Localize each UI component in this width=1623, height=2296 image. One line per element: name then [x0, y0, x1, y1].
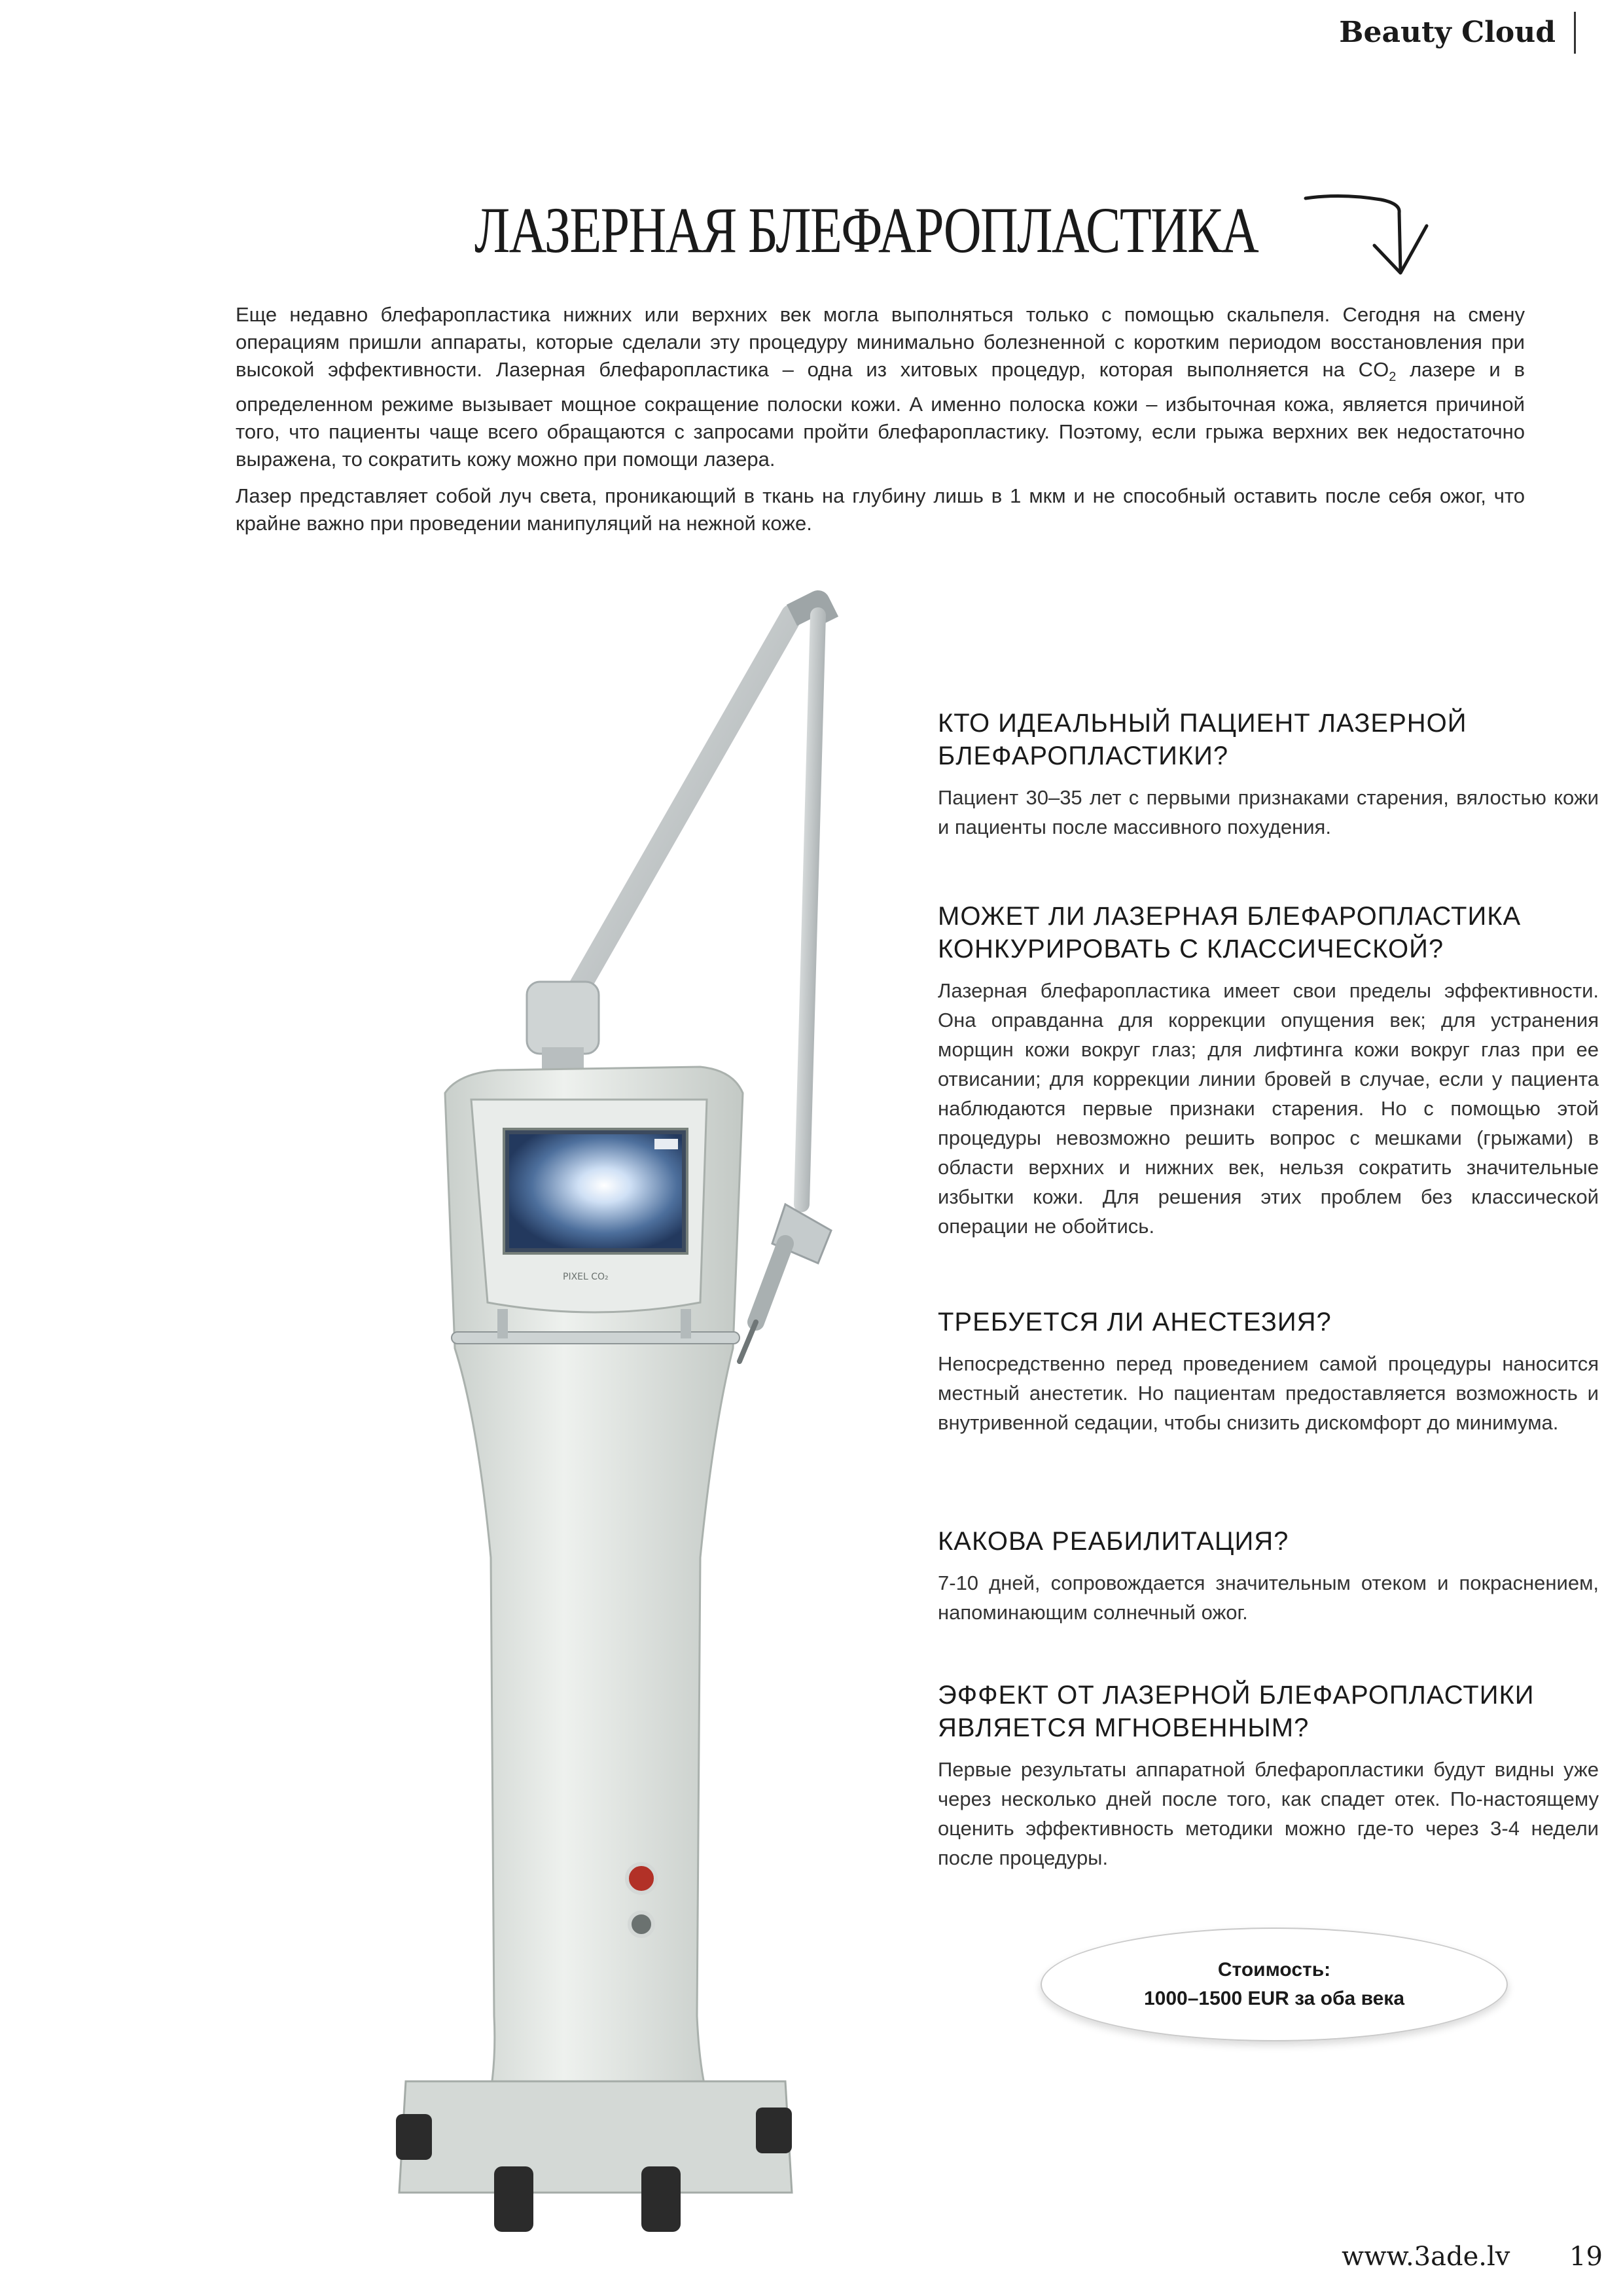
qa-answer: Лазерная блефаропластика имеет свои пределы эффективности. Она оправданна для коррекции опущения век; для устранения морщин кожи вокруг глаз; для лифтинга кожи вокруг глаз при ее отвисании; для коррекции линии бровей в случае, если у пациента наблюдаются первые признаки старения. Но с помощью этой процедуры невозможно решить вопрос с мешками (грыжами) в области верхних и нижних век, нельзя сократить значительные избытки кожи. Для решения этих проблем без классической операции не обойтись. — [938, 979, 1599, 1238]
intro-paragraph-1: Еще недавно блефаропластика нижних или верхних век могла выполняться только с помощью скальпеля. Сегодня на смену операциям пришли аппараты, которые сделали эту процедуру минимально болезненной с коротким периодом восстановления при высокой эффективности. Лазерная блефаропластика – одна из хитовых процедур, которая выполняется на $CO_2$ лазере и в определенном режиме вызывает мощное сокращение полоски кожи. А именно полоска кожи – избыточная кожа, является причиной того, что пациенты чаще всего обращаются с запросами пройти блефаропластику. Поэтому, если грыжа верхних век недостаточно выражена, то сократить кожу можно при помощи лазера. — [236, 303, 1525, 471]
co2-laser-device-image — [366, 576, 903, 2265]
qa-answer: Пациент 30–35 лет с первыми признаками старения, вялостью кожи и пациенты после массивного похудения. — [938, 786, 1599, 838]
price-value: 1000–1500 EUR за оба века — [1143, 1988, 1404, 2009]
qa-answer: Первые результаты аппаратной блефаропластики будут видны уже через несколько дней после того, как спадет отек. По-настоящему оценить эффективность методики можно где-то через 3-4 недели после процедуры. — [938, 1758, 1599, 1869]
qa-anesthesia — [938, 1306, 1599, 1437]
qa-question: ЭФФЕКТ ОТ ЛАЗЕРНОЙ БЛЕФАРОПЛАСТИКИ ЯВЛЯЕТСЯ МГНОВЕННЫМ? — [938, 1681, 1535, 1742]
arrow-down-icon — [1302, 173, 1433, 285]
qa-answer: 7-10 дней, сопровождается значительным отеком и покраснением, напоминающим солнечный ожог. — [938, 1571, 1599, 1624]
page-number: 19 — [1569, 2242, 1603, 2272]
article-title: ЛАЗЕРНАЯ БЛЕФАРОПЛАСТИКА — [474, 194, 1258, 266]
article-intro — [236, 301, 1525, 547]
qa-ideal-patient — [938, 707, 1599, 842]
qa-question: МОЖЕТ ЛИ ЛАЗЕРНАЯ БЛЕФАРОПЛАСТИКА КОНКУРИРОВАТЬ С КЛАССИЧЕСКОЙ? — [938, 902, 1522, 963]
intro-paragraph-2: Лазер представляет собой луч света, проникающий в ткань на глубину лишь в 1 мкм и не способный оставить после себя ожог, что крайне важно при проведении манипуляций на нежной коже. — [236, 484, 1525, 535]
footer-website: www.3ade.lv — [1342, 2242, 1510, 2272]
qa-question: ТРЕБУЕТСЯ ЛИ АНЕСТЕЗИЯ? — [938, 1308, 1332, 1336]
qa-rehabilitation — [938, 1525, 1599, 1627]
qa-laser-vs-classic — [938, 900, 1599, 1241]
qa-question: КТО ИДЕАЛЬНЫЙ ПАЦИЕНТ ЛАЗЕРНОЙ БЛЕФАРОПЛАСТИКИ? — [938, 709, 1467, 770]
qa-immediate-effect — [938, 1679, 1599, 1873]
magazine-brand: Beauty Cloud — [1339, 12, 1576, 54]
price-badge — [1041, 1928, 1508, 2041]
price-label: Стоимость: — [1217, 1959, 1331, 1981]
qa-answer: Непосредственно перед проведением самой процедуры наносится местный анестетик. Но пациентам предоставляется возможность и внутривенной седации, чтобы снизить дискомфорт до минимума. — [938, 1352, 1599, 1434]
svg-text:PIXEL CO₂: PIXEL CO₂ — [563, 1272, 609, 1282]
qa-question: КАКОВА РЕАБИЛИТАЦИЯ? — [938, 1527, 1289, 1556]
